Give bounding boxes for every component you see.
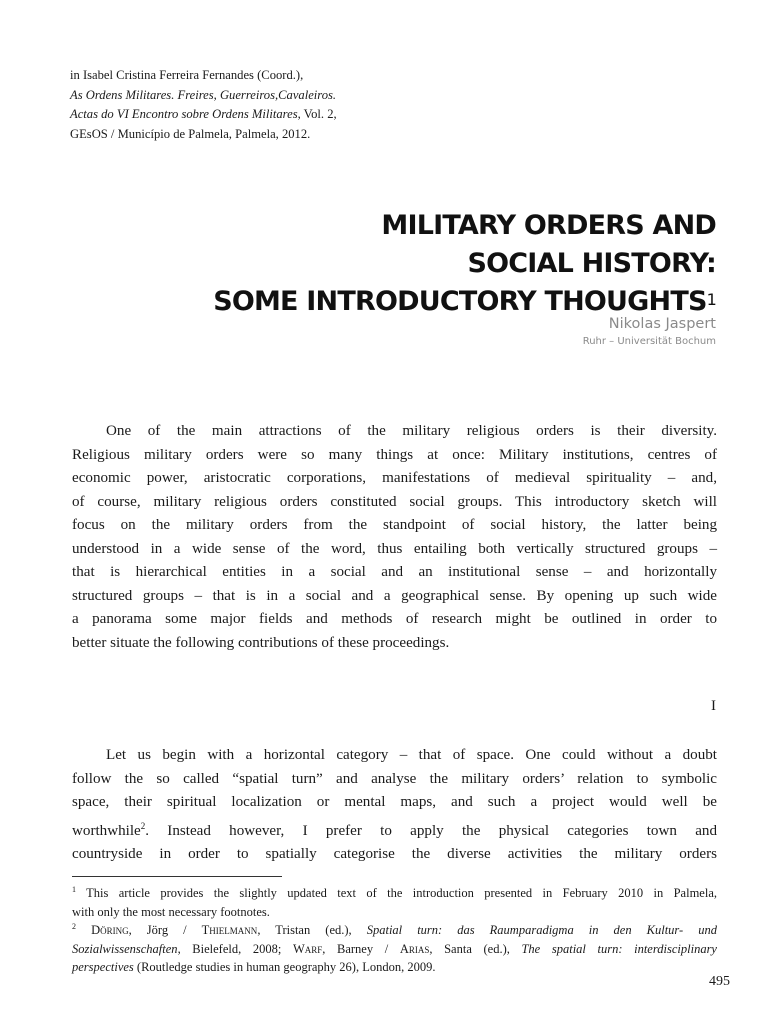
citation-italic: As Ordens Militares. Freires, Guerreiros,Cavaleiros.: [70, 87, 337, 102]
footnote-title: Sozialwissenschaften: [72, 941, 178, 956]
citation-italic: Actas do VI Encontro sobre Ordens Militares: [70, 107, 298, 121]
footnote-number: 1: [72, 884, 76, 894]
footnote-ref[interactable]: 2: [140, 820, 146, 831]
text-line: space, their spiritual localization or mental maps, and such a project would well be: [72, 794, 717, 810]
footnote-title: The spatial turn: interdisciplinary: [521, 941, 717, 956]
footnote-title: Spatial turn: das Raumparadigma in den Kultur- und: [366, 923, 717, 937]
footnote-ref[interactable]: 1: [706, 290, 716, 309]
footnote-2: [72, 921, 717, 940]
page-number: 495: [709, 974, 730, 989]
paragraph-space: [72, 744, 717, 867]
footnotes: [72, 884, 717, 977]
title-line: SOCIAL HISTORY:: [467, 248, 716, 279]
citation-text: , Vol. 2,: [297, 107, 337, 121]
citation-line: [70, 105, 430, 125]
text-line: that is hierarchical entities in a social and an institutional sense – and horizontally: [72, 564, 717, 580]
text-line: of course, military religious orders constituted social groups. This introductory sketch will: [72, 493, 717, 510]
footnote-author: Arias: [399, 941, 430, 956]
footnote-text: This article provides the slightly updated text of the introduction presented in February 2010 in Palmela,: [86, 886, 717, 900]
footnote-1: [72, 884, 717, 903]
section-number: I: [711, 698, 716, 714]
footnote-title: perspectives: [72, 960, 134, 974]
footnote-text: (Routledge studies in human geography 26), London, 2009.: [133, 960, 436, 974]
text-line: [72, 815, 717, 844]
citation-line: in Isabel Cristina Ferreira Fernandes (Coord.),: [70, 68, 304, 82]
title-text: SOME INTRODUCTORY THOUGHTS: [213, 286, 707, 317]
footnote-text: , Bielefeld, 2008;: [177, 941, 293, 956]
paragraph-intro: [72, 420, 717, 655]
footnote-author: Döring: [91, 923, 129, 937]
text-line: understood in a wide sense of the word, thus entailing both vertically structured groups –: [72, 540, 717, 557]
footnote-2-cont: [72, 940, 717, 959]
text-line: better situate the following contributions of these proceedings.: [72, 634, 450, 651]
footnote-text: , Santa (ed.),: [429, 941, 522, 956]
article-title: [36, 207, 716, 324]
title-line: MILITARY ORDERS AND: [381, 210, 716, 241]
author-affiliation: Ruhr – Universität Bochum: [582, 336, 716, 347]
footnote-author: Thielmann: [201, 923, 258, 937]
footnote-author: Warf: [292, 941, 323, 956]
author-name: Nikolas Jaspert: [608, 316, 716, 332]
text-line: focus on the military orders from the standpoint of social history, the latter being: [72, 517, 717, 533]
footnote-text: , Barney /: [322, 941, 400, 956]
text-fragment: . Instead however, I prefer to apply the physical categories town and: [145, 822, 717, 839]
text-line: One of the main attractions of the military religious orders is their diversity.: [106, 423, 717, 439]
footnote-2-cont: [72, 958, 717, 977]
citation-line: [70, 86, 430, 106]
citation-line: GEsOS / Município de Palmela, Palmela, 2012.: [70, 126, 311, 141]
text-line: structured groups – that is in a social and a geographical sense. By opening up such wide: [72, 587, 717, 604]
footnote-text: , Jörg /: [128, 923, 202, 937]
footnote-divider: [72, 876, 282, 877]
text-fragment: worthwhile: [72, 822, 141, 839]
footnote-number: 2: [72, 921, 76, 931]
text-line: Let us begin with a horizontal category – that of space. One could without a doubt: [106, 747, 717, 763]
text-line: follow the so called “spatial turn” and analyse the military orders’ relation to symbolic: [72, 770, 717, 787]
citation-block: [70, 66, 430, 144]
text-line: countryside in order to spatially categorise the diverse activities the military orders: [72, 846, 717, 863]
footnote-text: , Tristan (ed.),: [257, 923, 367, 937]
text-line: a panorama some major fields and methods of research might be outlined in order to: [72, 611, 717, 627]
footnote-1-cont: with only the most necessary footnotes.: [72, 904, 270, 919]
text-line: Religious military orders were so many things at once: Military institutions, centres of: [72, 446, 717, 463]
text-line: economic power, aristocratic corporations, manifestations of medieval spirituality – and,: [72, 470, 717, 486]
